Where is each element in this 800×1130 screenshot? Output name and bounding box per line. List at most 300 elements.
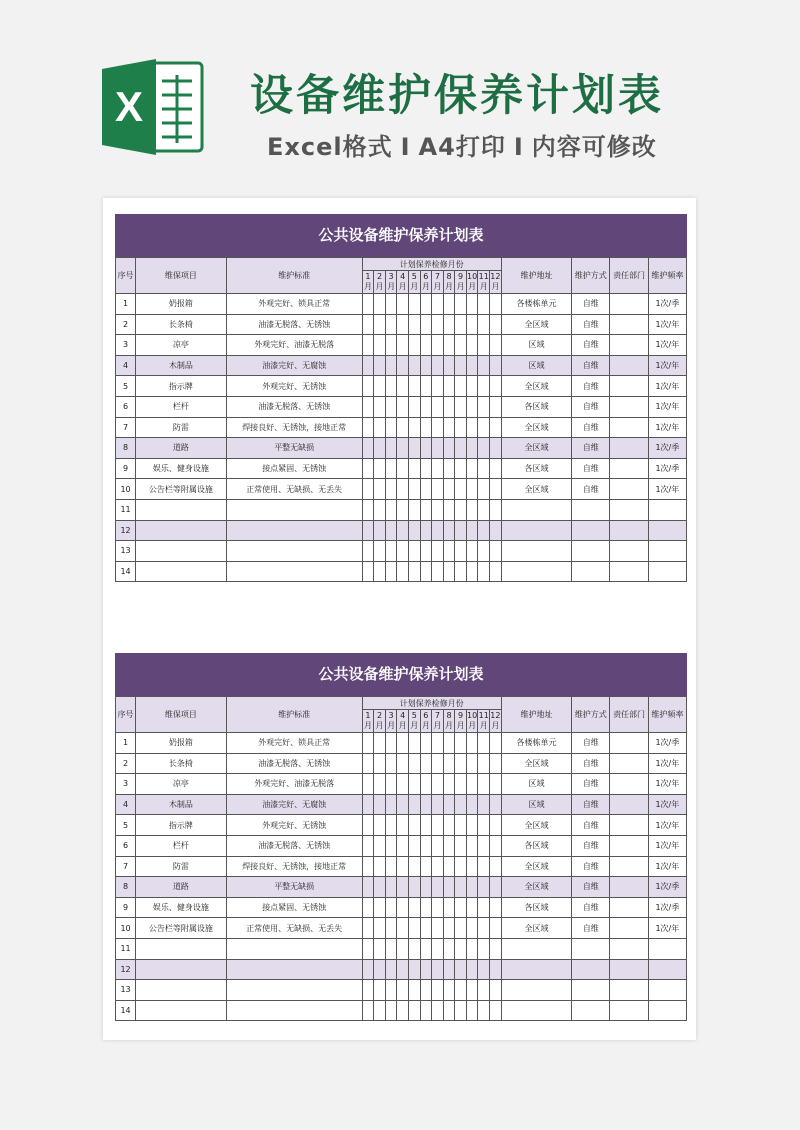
- month-cell: [374, 294, 386, 315]
- row-method: 自维: [572, 877, 610, 898]
- row-freq: 1次/年: [648, 314, 686, 335]
- month-cell: [374, 438, 386, 459]
- month-cell: [362, 1000, 374, 1021]
- row-method: 自维: [572, 479, 610, 500]
- row-item: 公告栏等附属设施: [136, 479, 227, 500]
- row-dept: [610, 499, 648, 520]
- month-cell: [385, 294, 397, 315]
- month-cell: [385, 835, 397, 856]
- row-freq: 1次/年: [648, 753, 686, 774]
- month-cell: [362, 396, 374, 417]
- month-cell: [490, 753, 502, 774]
- month-header: 2月: [374, 271, 386, 294]
- row-item: [136, 561, 227, 582]
- month-cell: [490, 856, 502, 877]
- row-address: 各区域: [501, 396, 571, 417]
- month-header: 3月: [385, 710, 397, 733]
- month-header: 6月: [420, 271, 432, 294]
- month-cell: [420, 376, 432, 397]
- month-cell: [455, 499, 467, 520]
- month-cell: [443, 877, 455, 898]
- month-cell: [478, 499, 490, 520]
- month-cell: [408, 959, 420, 980]
- month-cell: [374, 918, 386, 939]
- month-cell: [420, 753, 432, 774]
- month-cell: [478, 314, 490, 335]
- row-address: [501, 959, 571, 980]
- row-standard: 外观完好、无锈蚀: [226, 376, 362, 397]
- row-item: 栏杆: [136, 396, 227, 417]
- month-cell: [466, 815, 478, 836]
- row-standard: 正常使用、无缺损、无丢失: [226, 918, 362, 939]
- row-item: [136, 520, 227, 541]
- month-cell: [490, 520, 502, 541]
- month-cell: [478, 458, 490, 479]
- month-cell: [455, 396, 467, 417]
- row-standard: 外观完好、锁具正常: [226, 294, 362, 315]
- month-cell: [443, 355, 455, 376]
- month-cell: [455, 1000, 467, 1021]
- row-freq: 1次/年: [648, 856, 686, 877]
- row-dept: [610, 877, 648, 898]
- month-cell: [362, 561, 374, 582]
- month-cell: [385, 794, 397, 815]
- row-no: 4: [116, 794, 136, 815]
- month-cell: [374, 417, 386, 438]
- table-row: [116, 835, 687, 856]
- month-cell: [408, 294, 420, 315]
- month-cell: [490, 541, 502, 562]
- month-cell: [420, 835, 432, 856]
- row-item: [136, 959, 227, 980]
- row-no: 11: [116, 499, 136, 520]
- row-item: 奶报箱: [136, 733, 227, 754]
- month-cell: [432, 835, 444, 856]
- month-cell: [420, 479, 432, 500]
- month-cell: [490, 314, 502, 335]
- row-method: 自维: [572, 794, 610, 815]
- month-cell: [455, 877, 467, 898]
- row-freq: 1次/季: [648, 438, 686, 459]
- row-dept: [610, 918, 648, 939]
- month-cell: [374, 520, 386, 541]
- month-cell: [478, 733, 490, 754]
- row-standard: 油漆无脱落、无锈蚀: [226, 396, 362, 417]
- month-cell: [385, 541, 397, 562]
- row-freq: [648, 959, 686, 980]
- month-cell: [455, 520, 467, 541]
- month-header: 6月: [420, 710, 432, 733]
- month-cell: [362, 918, 374, 939]
- row-address: 全区域: [501, 438, 571, 459]
- document-preview: [103, 198, 696, 1040]
- subtitle-print: A4打印: [418, 133, 506, 161]
- row-standard: [226, 959, 362, 980]
- month-cell: [490, 815, 502, 836]
- table-row: [116, 520, 687, 541]
- row-no: 2: [116, 753, 136, 774]
- row-item: 指示牌: [136, 815, 227, 836]
- month-cell: [374, 733, 386, 754]
- row-address: [501, 499, 571, 520]
- table-row: [116, 877, 687, 898]
- month-cell: [432, 376, 444, 397]
- month-cell: [408, 1000, 420, 1021]
- month-cell: [466, 877, 478, 898]
- month-cell: [490, 1000, 502, 1021]
- month-cell: [432, 815, 444, 836]
- month-cell: [374, 815, 386, 836]
- month-cell: [374, 314, 386, 335]
- row-dept: [610, 417, 648, 438]
- month-cell: [408, 897, 420, 918]
- row-standard: 油漆无脱落、无锈蚀: [226, 835, 362, 856]
- month-cell: [443, 417, 455, 438]
- row-method: 自维: [572, 918, 610, 939]
- month-cell: [420, 980, 432, 1001]
- month-cell: [385, 877, 397, 898]
- month-cell: [420, 774, 432, 795]
- row-address: 全区域: [501, 417, 571, 438]
- month-cell: [374, 561, 386, 582]
- month-cell: [397, 959, 409, 980]
- month-cell: [432, 479, 444, 500]
- col-header-standard: 维护标准: [226, 258, 362, 294]
- month-cell: [478, 877, 490, 898]
- month-cell: [374, 774, 386, 795]
- month-cell: [397, 499, 409, 520]
- month-header: 12月: [490, 271, 502, 294]
- row-dept: [610, 294, 648, 315]
- col-header-freq: 维护频率: [648, 258, 686, 294]
- month-cell: [478, 479, 490, 500]
- row-method: 自维: [572, 774, 610, 795]
- table-row: [116, 897, 687, 918]
- month-cell: [466, 314, 478, 335]
- row-dept: [610, 794, 648, 815]
- month-cell: [455, 417, 467, 438]
- month-cell: [397, 877, 409, 898]
- row-freq: 1次/年: [648, 918, 686, 939]
- row-address: 各楼栋单元: [501, 733, 571, 754]
- month-cell: [443, 458, 455, 479]
- month-cell: [362, 499, 374, 520]
- month-cell: [362, 753, 374, 774]
- month-cell: [466, 774, 478, 795]
- month-cell: [432, 733, 444, 754]
- table-row: [116, 856, 687, 877]
- month-cell: [408, 314, 420, 335]
- month-cell: [466, 541, 478, 562]
- month-cell: [362, 376, 374, 397]
- month-header: 11月: [478, 271, 490, 294]
- month-cell: [432, 541, 444, 562]
- month-cell: [490, 396, 502, 417]
- row-address: 区域: [501, 335, 571, 356]
- month-cell: [432, 335, 444, 356]
- row-standard: 油漆无脱落、无锈蚀: [226, 314, 362, 335]
- month-cell: [478, 396, 490, 417]
- row-freq: [648, 980, 686, 1001]
- month-cell: [455, 835, 467, 856]
- month-cell: [490, 959, 502, 980]
- month-cell: [478, 980, 490, 1001]
- month-cell: [455, 314, 467, 335]
- month-cell: [455, 376, 467, 397]
- month-cell: [466, 918, 478, 939]
- row-no: 13: [116, 541, 136, 562]
- month-cell: [455, 856, 467, 877]
- table-row: [116, 1000, 687, 1021]
- row-dept: [610, 396, 648, 417]
- row-freq: 1次/年: [648, 355, 686, 376]
- month-cell: [455, 479, 467, 500]
- month-cell: [432, 794, 444, 815]
- row-item: 木制品: [136, 355, 227, 376]
- month-cell: [408, 877, 420, 898]
- row-no: 10: [116, 918, 136, 939]
- month-cell: [490, 897, 502, 918]
- month-cell: [362, 355, 374, 376]
- month-cell: [408, 561, 420, 582]
- row-address: 全区域: [501, 856, 571, 877]
- row-method: 自维: [572, 396, 610, 417]
- month-cell: [443, 980, 455, 1001]
- month-cell: [385, 520, 397, 541]
- row-item: 指示牌: [136, 376, 227, 397]
- row-method: 自维: [572, 294, 610, 315]
- month-cell: [455, 541, 467, 562]
- month-cell: [455, 733, 467, 754]
- row-address: 全区域: [501, 479, 571, 500]
- row-dept: [610, 458, 648, 479]
- month-cell: [374, 980, 386, 1001]
- plan-table: [115, 696, 687, 1021]
- month-cell: [490, 938, 502, 959]
- month-cell: [466, 520, 478, 541]
- month-cell: [420, 959, 432, 980]
- month-cell: [466, 835, 478, 856]
- month-cell: [374, 753, 386, 774]
- month-cell: [408, 794, 420, 815]
- month-cell: [432, 520, 444, 541]
- month-cell: [432, 918, 444, 939]
- row-item: [136, 980, 227, 1001]
- month-cell: [455, 561, 467, 582]
- month-cell: [443, 335, 455, 356]
- row-freq: 1次/年: [648, 794, 686, 815]
- sheet-title: 公共设备维护保养计划表: [115, 653, 687, 696]
- month-cell: [478, 918, 490, 939]
- month-cell: [490, 458, 502, 479]
- month-cell: [408, 479, 420, 500]
- month-header: 9月: [455, 710, 467, 733]
- month-cell: [362, 314, 374, 335]
- row-item: 凉亭: [136, 335, 227, 356]
- month-cell: [432, 774, 444, 795]
- row-item: 娱乐、健身设施: [136, 897, 227, 918]
- excel-icon: [100, 57, 205, 157]
- month-cell: [443, 959, 455, 980]
- month-cell: [362, 541, 374, 562]
- month-cell: [374, 835, 386, 856]
- plan-sheet-2: [115, 653, 687, 1021]
- month-cell: [432, 355, 444, 376]
- row-method: [572, 561, 610, 582]
- row-address: [501, 520, 571, 541]
- month-cell: [362, 733, 374, 754]
- month-cell: [443, 314, 455, 335]
- month-cell: [455, 753, 467, 774]
- month-cell: [443, 520, 455, 541]
- row-address: 各区域: [501, 835, 571, 856]
- month-cell: [397, 938, 409, 959]
- month-cell: [420, 815, 432, 836]
- row-standard: [226, 499, 362, 520]
- row-freq: 1次/季: [648, 294, 686, 315]
- month-cell: [362, 520, 374, 541]
- month-cell: [397, 355, 409, 376]
- month-cell: [490, 980, 502, 1001]
- month-cell: [455, 774, 467, 795]
- month-cell: [466, 561, 478, 582]
- row-address: 各区域: [501, 897, 571, 918]
- table-row: [116, 314, 687, 335]
- month-cell: [362, 959, 374, 980]
- row-dept: [610, 938, 648, 959]
- month-cell: [374, 541, 386, 562]
- month-cell: [374, 335, 386, 356]
- row-no: 5: [116, 376, 136, 397]
- row-method: 自维: [572, 417, 610, 438]
- month-cell: [432, 417, 444, 438]
- month-cell: [408, 918, 420, 939]
- month-cell: [490, 294, 502, 315]
- table-row: [116, 396, 687, 417]
- month-cell: [478, 856, 490, 877]
- row-freq: 1次/年: [648, 417, 686, 438]
- row-no: 3: [116, 774, 136, 795]
- month-cell: [490, 479, 502, 500]
- month-cell: [362, 980, 374, 1001]
- row-standard: [226, 1000, 362, 1021]
- col-header-address: 维护地址: [501, 697, 571, 733]
- month-cell: [397, 815, 409, 836]
- subtitle-separator: I: [513, 133, 524, 161]
- month-cell: [362, 856, 374, 877]
- col-header-method: 维护方式: [572, 697, 610, 733]
- row-freq: 1次/年: [648, 479, 686, 500]
- month-cell: [408, 938, 420, 959]
- month-cell: [385, 561, 397, 582]
- col-header-plan-months: 计划保养检修月份: [362, 697, 501, 710]
- month-cell: [466, 980, 478, 1001]
- row-item: 道路: [136, 877, 227, 898]
- month-cell: [362, 938, 374, 959]
- month-cell: [374, 938, 386, 959]
- month-cell: [385, 479, 397, 500]
- row-freq: 1次/年: [648, 815, 686, 836]
- month-cell: [443, 753, 455, 774]
- month-cell: [408, 438, 420, 459]
- month-cell: [455, 897, 467, 918]
- month-cell: [385, 980, 397, 1001]
- row-address: 各区域: [501, 458, 571, 479]
- row-method: 自维: [572, 335, 610, 356]
- table-row: [116, 355, 687, 376]
- month-cell: [397, 794, 409, 815]
- month-cell: [466, 376, 478, 397]
- subtitle: [267, 127, 657, 162]
- month-cell: [478, 1000, 490, 1021]
- month-cell: [385, 856, 397, 877]
- row-standard: [226, 980, 362, 1001]
- month-cell: [490, 335, 502, 356]
- row-no: 9: [116, 458, 136, 479]
- table-row: [116, 918, 687, 939]
- month-cell: [362, 815, 374, 836]
- row-address: 全区域: [501, 877, 571, 898]
- month-header: 4月: [397, 271, 409, 294]
- row-method: [572, 499, 610, 520]
- row-no: 5: [116, 815, 136, 836]
- month-cell: [385, 376, 397, 397]
- month-cell: [420, 1000, 432, 1021]
- month-cell: [478, 959, 490, 980]
- row-address: 全区域: [501, 815, 571, 836]
- table-header-row: [116, 258, 687, 271]
- row-item: [136, 541, 227, 562]
- row-standard: [226, 938, 362, 959]
- month-cell: [478, 376, 490, 397]
- month-cell: [490, 417, 502, 438]
- month-cell: [397, 314, 409, 335]
- row-standard: 平整无缺损: [226, 438, 362, 459]
- month-cell: [478, 753, 490, 774]
- row-freq: [648, 520, 686, 541]
- row-dept: [610, 1000, 648, 1021]
- month-cell: [443, 561, 455, 582]
- month-cell: [408, 541, 420, 562]
- row-dept: [610, 314, 648, 335]
- month-header: 5月: [408, 710, 420, 733]
- row-standard: 油漆完好、无腐蚀: [226, 355, 362, 376]
- row-dept: [610, 980, 648, 1001]
- month-cell: [478, 897, 490, 918]
- month-cell: [432, 396, 444, 417]
- month-cell: [362, 877, 374, 898]
- month-cell: [420, 499, 432, 520]
- row-dept: [610, 355, 648, 376]
- month-cell: [420, 335, 432, 356]
- month-header: 8月: [443, 271, 455, 294]
- month-cell: [432, 438, 444, 459]
- month-cell: [374, 479, 386, 500]
- month-cell: [374, 856, 386, 877]
- month-cell: [362, 417, 374, 438]
- row-freq: 1次/年: [648, 396, 686, 417]
- row-freq: [648, 499, 686, 520]
- month-cell: [443, 733, 455, 754]
- month-cell: [420, 541, 432, 562]
- month-cell: [374, 396, 386, 417]
- month-cell: [490, 733, 502, 754]
- month-cell: [408, 835, 420, 856]
- month-cell: [490, 877, 502, 898]
- month-header: 9月: [455, 271, 467, 294]
- month-cell: [466, 897, 478, 918]
- month-cell: [455, 980, 467, 1001]
